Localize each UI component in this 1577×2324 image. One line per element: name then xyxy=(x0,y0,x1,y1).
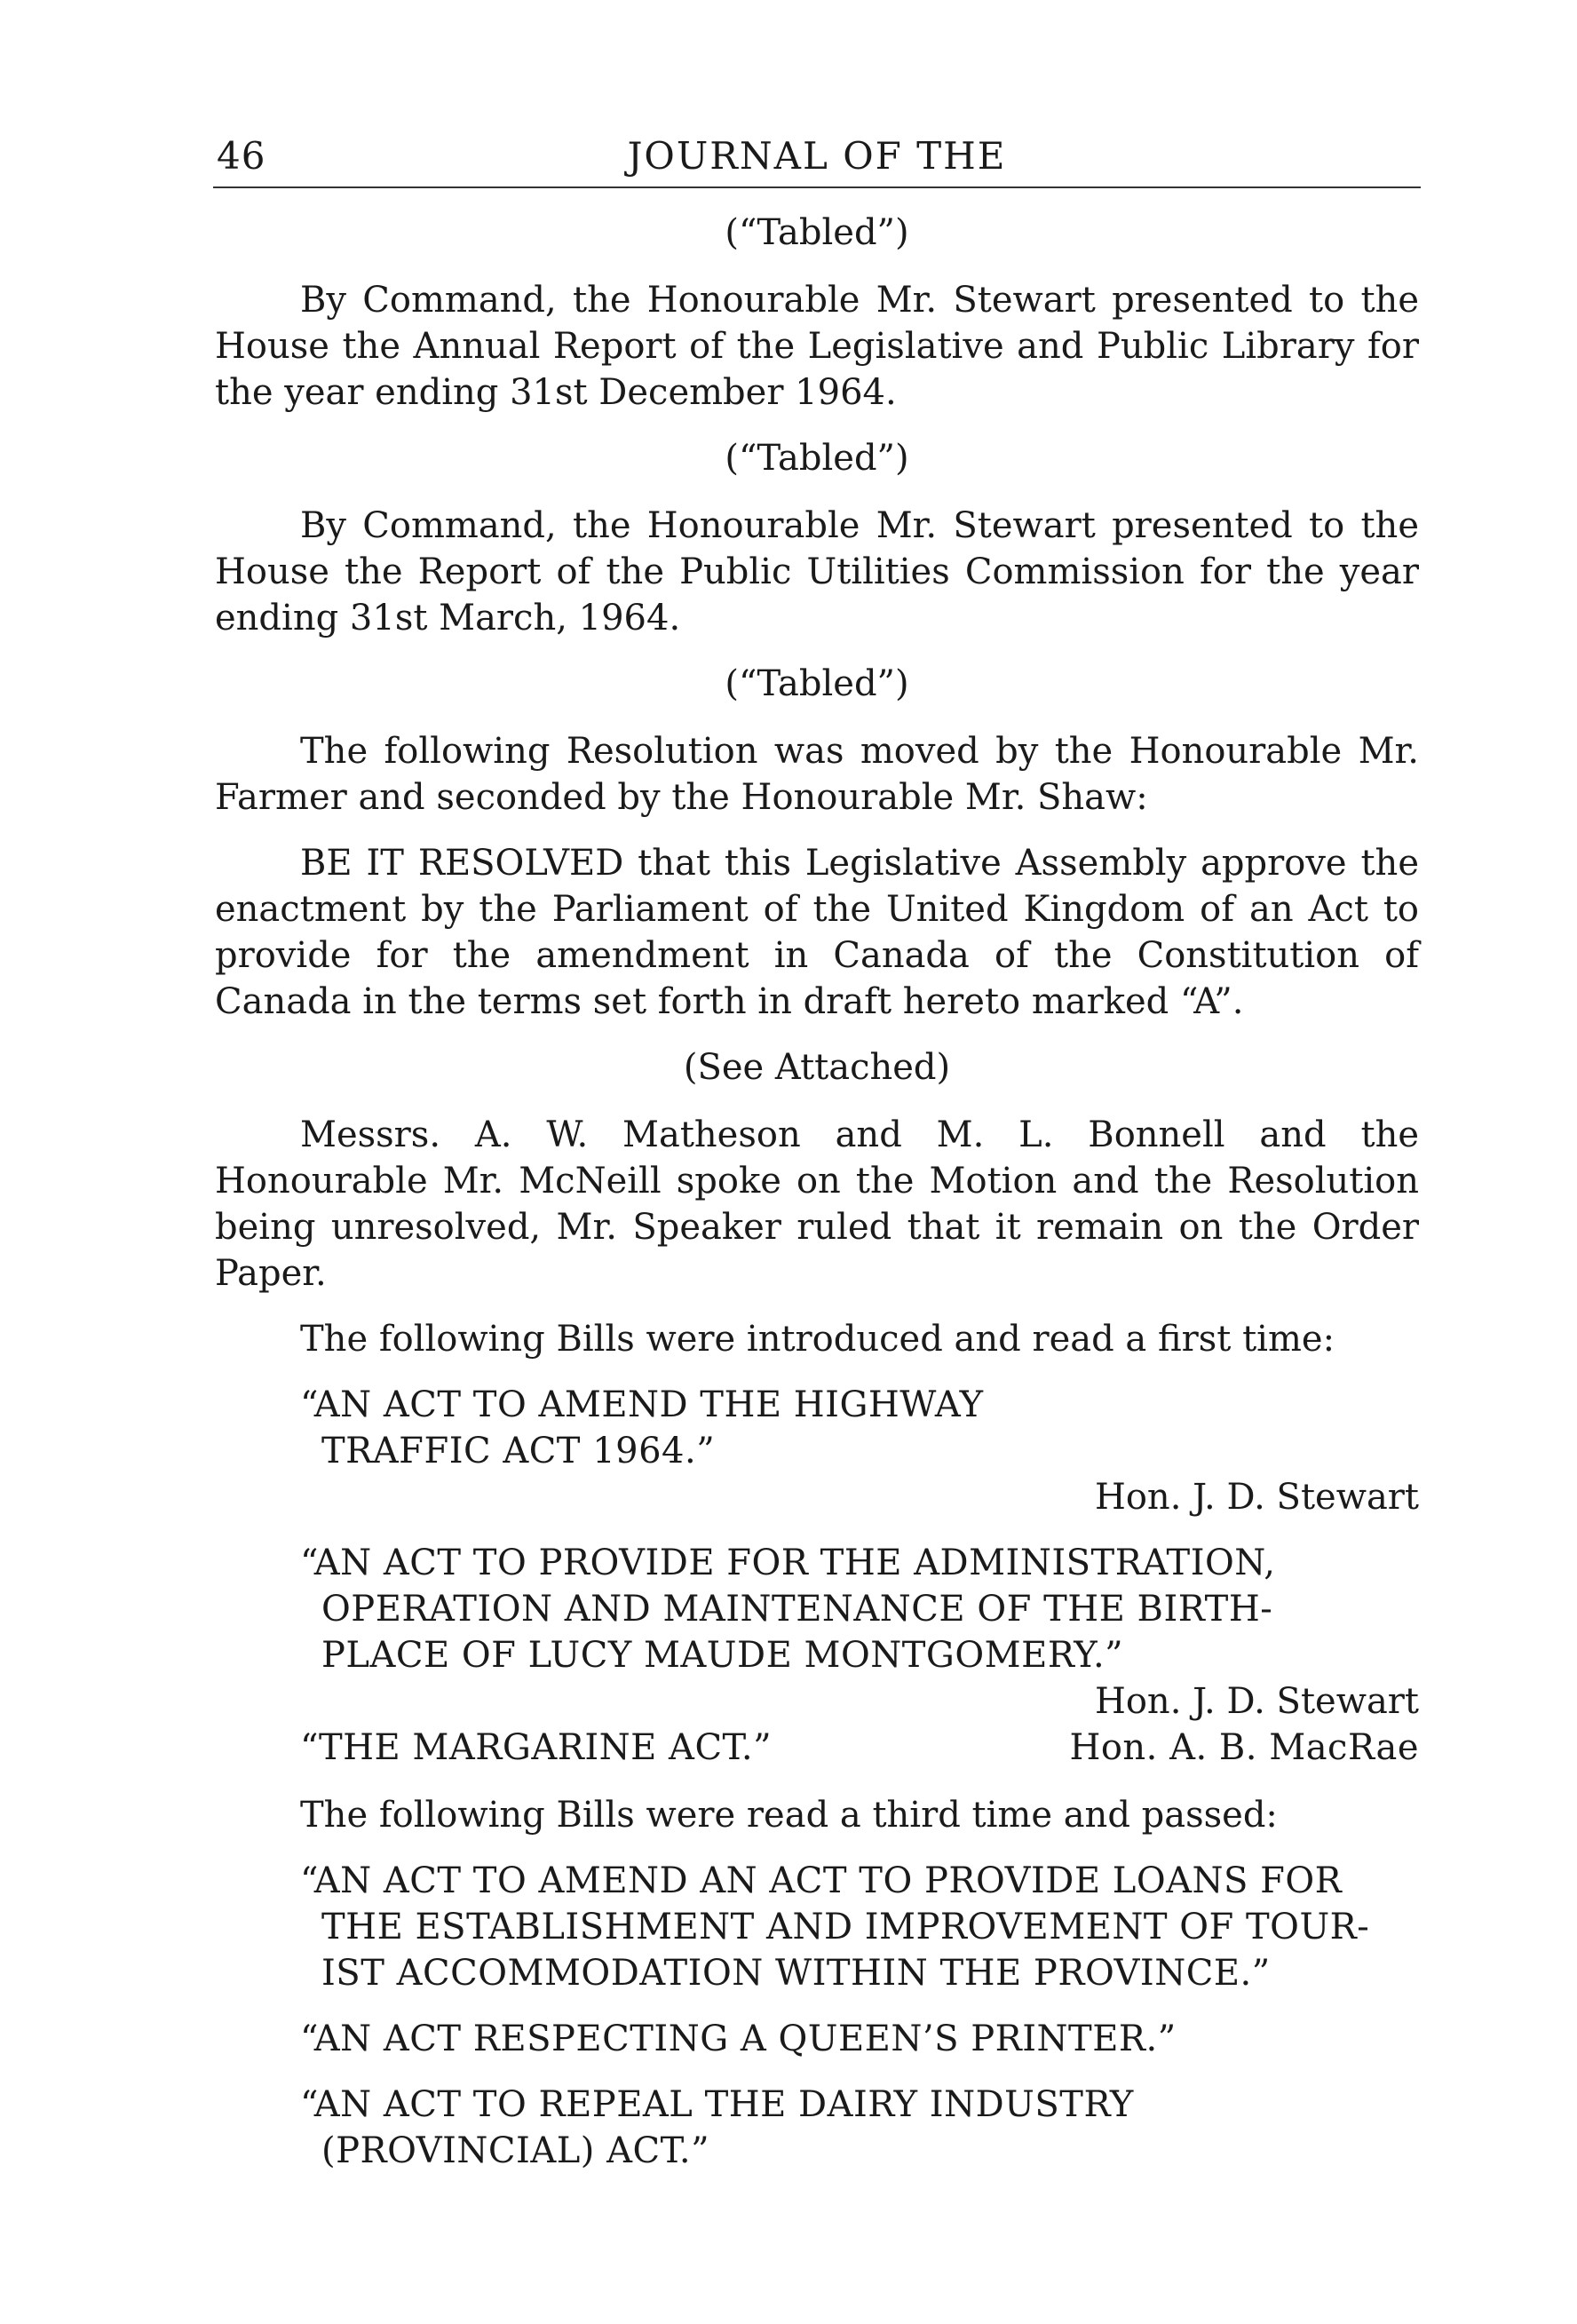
bill-title-line: TRAFFIC ACT 1964.” xyxy=(321,1431,716,1471)
bill-title-line: IST ACCOMMODATION WITHIN THE PROVINCE.” xyxy=(321,1953,1271,1994)
page-header xyxy=(213,133,1421,188)
tabled-note: (“Tabled”) xyxy=(725,212,909,253)
running-title: JOURNAL OF THE xyxy=(627,134,1007,178)
paragraph-resolution-text: BE IT RESOLVED that this Legislative Assembly approve the enactment by the Parliament of the United Kingdom of an Act to provide for the amendment in Canada of the Constitution of Canada in the terms set forth in draft hereto marked “A”. xyxy=(215,843,1419,1022)
paragraph-first-reading: The following Bills were introduced and read a first time: xyxy=(300,1319,1335,1360)
bill-tourist-accommodation xyxy=(300,1858,1419,1996)
bill-queens-printer xyxy=(300,2016,1419,2062)
paragraph-motion-debate: Messrs. A. W. Matheson and M. L. Bonnell and the Honourable Mr. McNeill spoke on the Motion and the Resolution being unresolved, Mr. Speaker ruled that it remain on the Order Paper. xyxy=(215,1114,1419,1294)
bill-title-line: “AN ACT TO AMEND AN ACT TO PROVIDE LOANS FOR xyxy=(300,1860,1343,1901)
paragraph-utilities-report: By Command, the Honourable Mr. Stewart presented to the House the Report of the Public Utilities Commission for the year ending 31st March, 1964. xyxy=(215,505,1419,639)
see-attached-note: (See Attached) xyxy=(683,1047,951,1088)
paragraph-resolution-moved: The following Resolution was moved by the Honourable Mr. Farmer and seconded by the Honourable Mr. Shaw: xyxy=(215,731,1419,818)
bill-sponsor: Hon. J. D. Stewart xyxy=(1094,1477,1419,1518)
bill-title-line: PLACE OF LUCY MAUDE MONTGOMERY.” xyxy=(321,1635,1124,1676)
bill-montgomery-birthplace xyxy=(300,1540,1419,1678)
bill-title-line: (PROVINCIAL) ACT.” xyxy=(321,2130,710,2171)
bill-title-line: THE ESTABLISHMENT AND IMPROVEMENT OF TOUR- xyxy=(321,1907,1370,1947)
bill-title-line: “AN ACT RESPECTING A QUEEN’S PRINTER.” xyxy=(300,2019,1177,2059)
bill-dairy-industry xyxy=(300,2082,1419,2174)
paragraph-third-reading: The following Bills were read a third time and passed: xyxy=(300,1795,1278,1836)
tabled-note: (“Tabled”) xyxy=(725,663,909,704)
bill-title-line: “THE MARGARINE ACT.” xyxy=(300,1727,773,1768)
bill-sponsor: Hon. A. B. MacRae xyxy=(1069,1727,1419,1768)
page-number: 46 xyxy=(217,134,266,178)
tabled-note: (“Tabled”) xyxy=(725,438,909,479)
paragraph-library-report: By Command, the Honourable Mr. Stewart presented to the House the Annual Report of the Legislative and Public Library for the year ending 31st December 1964. xyxy=(215,280,1419,413)
bill-highway-traffic xyxy=(300,1382,1419,1474)
bill-title-line: “AN ACT TO AMEND THE HIGHWAY xyxy=(300,1384,984,1425)
bill-title-line: “AN ACT TO PROVIDE FOR THE ADMINISTRATION, xyxy=(300,1543,1276,1583)
bill-sponsor: Hon. J. D. Stewart xyxy=(1094,1681,1419,1722)
page-body xyxy=(215,210,1419,2174)
bill-title-line: OPERATION AND MAINTENANCE OF THE BIRTH- xyxy=(321,1589,1273,1630)
bill-title-line: “AN ACT TO REPEAL THE DAIRY INDUSTRY xyxy=(300,2084,1134,2125)
bill-margarine xyxy=(300,1725,1419,1771)
